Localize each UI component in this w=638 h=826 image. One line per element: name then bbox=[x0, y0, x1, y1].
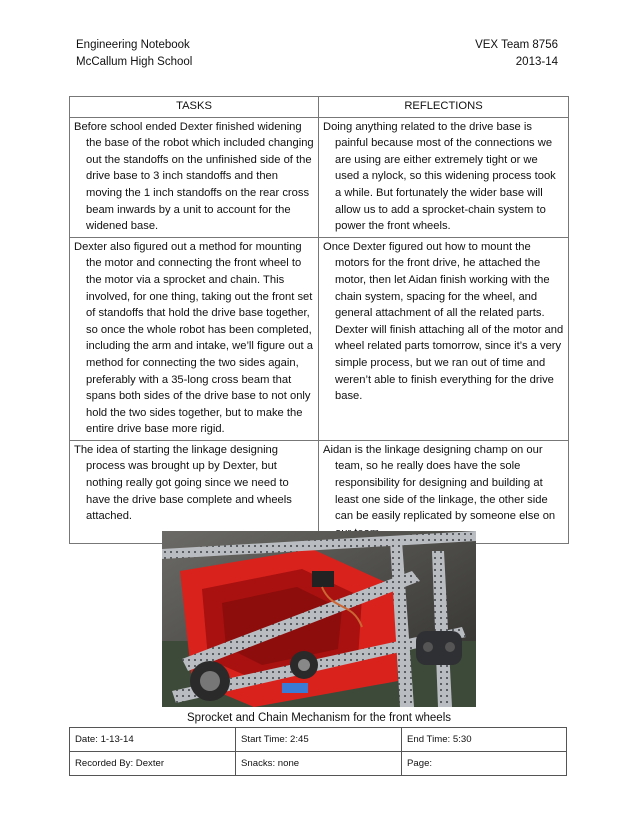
end-time-cell: End Time: 5:30 bbox=[402, 728, 567, 752]
reflection-cell bbox=[319, 440, 569, 544]
snacks-cell: Snacks: none bbox=[236, 752, 402, 776]
task-cell bbox=[70, 237, 319, 440]
task-cell bbox=[70, 117, 319, 237]
table-row bbox=[70, 237, 569, 440]
session-info-row bbox=[70, 728, 567, 752]
photo-caption: Sprocket and Chain Mechanism for the front wheels bbox=[187, 712, 451, 724]
recorded-by-cell: Recorded By: Dexter bbox=[70, 752, 236, 776]
session-info-table bbox=[69, 727, 567, 776]
notebook-header-right bbox=[475, 37, 558, 71]
notebook-title: Engineering Notebook bbox=[76, 39, 190, 51]
start-time-cell: Start Time: 2:45 bbox=[236, 728, 402, 752]
task-text: Dexter also figured out a method for mounting the motor and connecting the front wheel to the motor via a sprocket and chain. This involved, for one thing, taking out the front set of standoffs that hold the drive base together, so once the whole robot has been completed, including the arm and intake, we’ll figure out a method for connecting the two sides again, preferably with a 35-long cross beam that spans both sides of the drive base to not only hold the two sides together, but to make the entire drive base more rigid. bbox=[74, 240, 313, 436]
table-header-row bbox=[70, 97, 569, 118]
reflection-text: Aidan is the linkage designing champ on our team, so he really does have the sole responsibility for designing and building at least one side of the linkage, the other side can be easily replicated by someone else on bbox=[323, 443, 556, 523]
task-cell bbox=[70, 440, 319, 544]
school-name: McCallum High School bbox=[76, 56, 193, 68]
task-text: The idea of starting the linkage designing process was brought up by Dexter, but nothing really got going since we need to have the drive base complete and wheels attached. bbox=[74, 443, 292, 523]
date-cell: Date: 1-13-14 bbox=[70, 728, 236, 752]
robot-photo-illustration bbox=[162, 531, 476, 707]
table-row bbox=[70, 117, 569, 237]
tasks-reflections-table bbox=[69, 96, 569, 544]
reflection-text: Once Dexter figured out how to mount the motors for the front drive, he attached the motor, then let Aidan finish working with the chain system, spacing for the wheel, and general attachment of all the related parts. Dexter will finish attaching all of the motor and wheel related parts tomorrow, since it’s a very simple process, but we ran out of time and weren’t able to finish everything for the drive base. bbox=[323, 240, 564, 403]
robot-photo bbox=[162, 531, 476, 707]
task-text: Before school ended Dexter finished widening the base of the robot which included changing out the standoffs on the unfinished side of the drive base to 3 inch standoffs and then moving the 1 inch standoffs on the rear cross beam inwards by a unit to account for the widened base. bbox=[74, 120, 314, 233]
team-name: VEX Team 8756 bbox=[475, 39, 558, 51]
notebook-header-left bbox=[76, 37, 192, 71]
page-cell: Page: bbox=[402, 752, 567, 776]
reflection-cell bbox=[319, 117, 569, 237]
reflection-text: Doing anything related to the drive base is painful because most of the connections we are using are either extremely tight or we used a nylock, so this widening process took a while. But fortunately the wider base will allow us to add a sprocket-chain system to power the front wheels. bbox=[323, 120, 556, 233]
reflections-header: REFLECTIONS bbox=[319, 97, 569, 118]
table-row bbox=[70, 440, 569, 544]
session-info-row bbox=[70, 752, 567, 776]
season-year: 2013-14 bbox=[515, 56, 558, 68]
tasks-header: TASKS bbox=[70, 97, 319, 118]
reflection-cell bbox=[319, 237, 569, 440]
